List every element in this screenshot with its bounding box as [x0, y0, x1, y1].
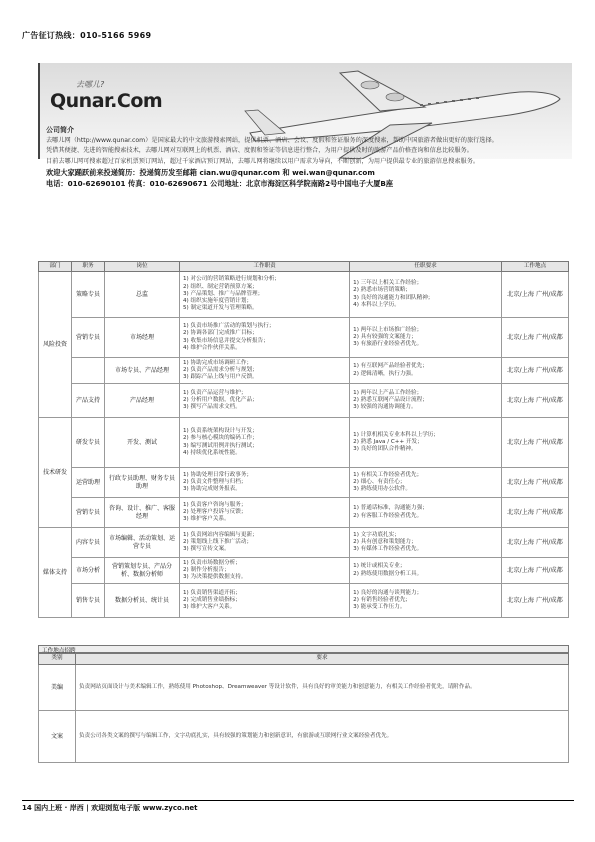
duty-line: 2) 策划线上线下推广活动； [183, 538, 253, 545]
logo-name: Qunar.Com [50, 90, 163, 112]
requirement-line: 2) 逻辑清晰，执行力强。 [353, 370, 417, 377]
job-requirements [350, 358, 502, 384]
job-requirements [350, 468, 502, 498]
requirement-line: 1) 三年以上相关工作经验； [353, 280, 423, 287]
qunar-logo [50, 79, 163, 112]
requirement-line: 3) 良好的沟通能力和团队精神； [353, 294, 434, 301]
duty-line: 1) 协助处理日常行政事务； [183, 471, 253, 478]
requirement-line: 1) 有互联网产品经验者优先； [353, 363, 428, 370]
requirement-line: 2) 细心、有责任心； [353, 478, 406, 485]
job-city: 北京/上海 广州/成都 [502, 318, 569, 358]
requirement-line: 3) 有媒体工作经验者优先。 [353, 546, 423, 553]
job-sub: 营销专员 [72, 318, 105, 358]
page-footer: 14 国内上班 · 岸西 | 欢迎浏览电子版 www.zyco.net [22, 800, 574, 813]
requirement-line: 3) 能承受工作压力。 [353, 604, 406, 611]
job-dept: 技术研发 [39, 418, 72, 528]
duty-line: 3) 跟踪产品上线与用户反馈。 [183, 374, 258, 381]
job-sub: 运营助理 [72, 468, 105, 498]
duty-line: 3) 撰写产品需求文档。 [183, 404, 241, 411]
duty-line: 2) 协调各部门完成推广目标； [183, 330, 258, 337]
requirement-line: 4) 本科以上学历。 [353, 301, 400, 308]
header-reqs: 任职要求 [350, 262, 502, 272]
duty-line: 1) 负责产品运营与维护； [183, 389, 247, 396]
requirement-line: 2) 熟练使用数据分析工具。 [353, 570, 423, 577]
requirement-line: 3) 有旅游行业经验者优先。 [353, 341, 423, 348]
intro-contact: 电话：010-62690101 传真：010-62690671 公司地址：北京市海淀区科学院南路2号中国电子大厦B座 [46, 179, 394, 189]
job-duties [180, 528, 350, 558]
job-position: 市场专员、产品经理 [105, 358, 180, 384]
job-duties [180, 318, 350, 358]
duty-line: 2) 负责文件整理与归档； [183, 478, 247, 485]
job-sub [72, 358, 105, 384]
requirement-line: 2) 具有创意和策划能力； [353, 538, 417, 545]
job-sub: 产品支持 [72, 384, 105, 418]
intro-apply: 欢迎大家踊跃前来投递简历：投递简历发至邮箱 cian.wu@qunar.com 和 wei.wan@qunar.com [46, 168, 375, 178]
job-duties [180, 358, 350, 384]
duty-line: 2) 完成销售业绩指标； [183, 596, 241, 603]
job-position: 产品经理 [105, 384, 180, 418]
job-duties [180, 384, 350, 418]
job-row [39, 272, 569, 318]
job-city: 北京/上海 广州/成都 [502, 418, 569, 468]
extra-text: 负责公司各类文案的撰写与编辑工作，文字功底扎实，具有较强的策划能力和创新意识，有旅游或互联网行业文案经验者优先。 [76, 711, 569, 763]
job-row [39, 584, 569, 618]
job-city: 北京/上海 广州/成都 [502, 528, 569, 558]
job-city: 北京/上海 广州/成都 [502, 498, 569, 528]
job-row [39, 358, 569, 384]
requirement-line: 2) 有销售经验者优先； [353, 596, 412, 603]
duty-line: 1) 协助完成市场调研工作； [183, 359, 253, 366]
job-position: 总监 [105, 272, 180, 318]
job-position: 数据分析员、统计员 [105, 584, 180, 618]
duty-line: 1) 负责市场推广活动的策划与执行； [183, 323, 275, 330]
extra-title: 工作地点招聘 [38, 645, 569, 653]
job-requirements [350, 418, 502, 468]
duty-line: 3) 编写测试用例并执行测试； [183, 442, 258, 449]
duty-line: 4) 组织实施年度营销计划； [183, 298, 253, 305]
duty-line: 3) 收集市场信息并提交分析报告； [183, 337, 269, 344]
job-requirements [350, 528, 502, 558]
job-city: 北京/上海 广州/成都 [502, 584, 569, 618]
requirement-line: 2) 有客服工作经验者优先。 [353, 512, 423, 519]
duty-line: 2) 负责产品需求分析与规划； [183, 366, 258, 373]
intro-title: 公司简介 [46, 126, 74, 134]
job-requirements [350, 584, 502, 618]
extra-row [39, 711, 569, 763]
requirement-line: 3) 良好的团队合作精神。 [353, 446, 417, 453]
job-requirements [350, 318, 502, 358]
job-row [39, 468, 569, 498]
job-dept: 媒体支持 [39, 528, 72, 618]
extra-row [39, 665, 569, 711]
ad-hotline: 广告征订热线：010-5166 5969 [22, 31, 152, 40]
job-duties [180, 272, 350, 318]
job-sub: 市场分析 [72, 558, 105, 584]
job-duties [180, 584, 350, 618]
duty-line: 3) 产品策划、推广与品牌管理； [183, 290, 264, 297]
duty-line: 2) 处理客户投诉与反馈； [183, 508, 247, 515]
requirement-line: 3) 较强的沟通协调能力。 [353, 404, 417, 411]
job-sub: 营销专员 [72, 498, 105, 528]
requirement-line: 2) 具有较强的文案能力； [353, 333, 417, 340]
header-pos: 岗位 [105, 262, 180, 272]
requirement-line: 1) 计算机相关专业本科以上学历； [353, 431, 439, 438]
job-row [39, 558, 569, 584]
job-duties [180, 468, 350, 498]
job-row [39, 384, 569, 418]
requirement-line: 2) 熟悉市场营销策略； [353, 287, 412, 294]
intro-paragraph: 凭借其便捷、先进的智能搜索技术，去哪儿网对互联网上的机票、酒店、度假和签证等信息进行整合，为用户提供及时的旅游产品价格查询和信息比较服务。 [46, 147, 473, 155]
job-duties [180, 418, 350, 468]
extra-header-row [39, 654, 569, 665]
header-duties: 工作职责 [180, 262, 350, 272]
requirement-line: 2) 熟悉互联网产品设计流程； [353, 396, 428, 403]
extra-table [38, 653, 569, 763]
job-city: 北京/上海 广州/成都 [502, 272, 569, 318]
job-city: 北京/上海 广州/成都 [502, 468, 569, 498]
jobs-header-row [39, 262, 569, 272]
job-row [39, 528, 569, 558]
requirement-line: 1) 两年以上市场推广经验； [353, 326, 423, 333]
job-position: 营销策划专员、产品分析、数据分析师 [105, 558, 180, 584]
duty-line: 2) 分析用户数据，优化产品； [183, 396, 258, 403]
job-city: 北京/上海 广州/成都 [502, 358, 569, 384]
duty-line: 2) 制作分析报告； [183, 566, 230, 573]
job-sub: 策略专员 [72, 272, 105, 318]
duty-line: 1) 负责销售渠道开拓； [183, 589, 241, 596]
intro-paragraph: 去哪儿网（http://www.qunar.com）是国家最大的中文旅游搜索网站，提供机票、酒店、会议、度假和签证服务的深度搜索，帮助中国旅游者做出更好的旅行选择。 [46, 136, 498, 144]
header-dept: 部门 [39, 262, 72, 272]
job-position: 市场编辑、活动策划、运营专员 [105, 528, 180, 558]
job-requirements [350, 558, 502, 584]
job-duties [180, 558, 350, 584]
company-intro [46, 125, 566, 189]
duty-line: 4) 维护合作伙伴关系。 [183, 344, 241, 351]
duty-line: 3) 为决策提供数据支持。 [183, 574, 247, 581]
job-row [39, 418, 569, 468]
requirement-line: 1) 统计或相关专业； [353, 563, 406, 570]
jobs-table [38, 261, 569, 618]
duty-line: 2) 参与核心模块的编码工作； [183, 435, 258, 442]
duty-line: 3) 维护客户关系。 [183, 516, 230, 523]
duty-line: 1) 对公司的营销策略进行规划和分析； [183, 276, 281, 283]
requirement-line: 1) 良好的沟通与谈判能力； [353, 589, 423, 596]
duty-line: 2) 组织、制定营销预算方案； [183, 283, 258, 290]
job-row [39, 318, 569, 358]
logo-tagline: 去哪儿? [76, 80, 105, 89]
job-position: 咨询、设计、推广、客服经理 [105, 498, 180, 528]
extra-header-req: 要求 [76, 654, 569, 665]
header-city: 工作地点 [502, 262, 569, 272]
requirement-line: 3) 熟练使用办公软件。 [353, 486, 412, 493]
extra-text: 负责网站页面设计与美术编辑工作，熟练使用 Photoshop、Dreamweaver 等设计软件，具有良好的审美能力和创意能力，有相关工作经验者优先，请附作品。 [76, 665, 569, 711]
duty-line: 1) 负责客户咨询与服务； [183, 501, 247, 508]
duty-line: 3) 维护大客户关系。 [183, 604, 236, 611]
duty-line: 1) 负责市场数据分析； [183, 559, 241, 566]
duty-line: 3) 撰写宣传文案。 [183, 546, 230, 553]
header-sub: 职务 [72, 262, 105, 272]
requirement-line: 1) 两年以上产品工作经验； [353, 389, 423, 396]
extra-header-cat: 类别 [39, 654, 76, 665]
duty-line: 4) 持续优化系统性能。 [183, 449, 241, 456]
job-duties [180, 498, 350, 528]
extra-cat: 美编 [39, 665, 76, 711]
requirement-line: 1) 普通话标准，沟通能力强； [353, 505, 428, 512]
job-requirements [350, 498, 502, 528]
job-requirements [350, 384, 502, 418]
requirement-line: 1) 文字功底扎实； [353, 531, 400, 538]
job-position: 开发、测试 [105, 418, 180, 468]
job-dept: 风险投资 [39, 272, 72, 418]
extra-cat: 文案 [39, 711, 76, 763]
requirement-line: 2) 熟悉 Java / C++ 开发； [353, 438, 423, 445]
intro-paragraph: 目前去哪儿网可搜索超过百家机票预订网站，超过千家酒店预订网站，去哪儿网将继续以用户需求为导向，不断创新，为用户提供最专业的旅游信息搜索服务。 [46, 157, 480, 165]
job-row [39, 498, 569, 528]
job-position: 市场经理 [105, 318, 180, 358]
job-city: 北京/上海 广州/成都 [502, 384, 569, 418]
duty-line: 5) 制定渠道开发与管理策略。 [183, 305, 258, 312]
job-sub: 内容专员 [72, 528, 105, 558]
requirement-line: 1) 有相关工作经验者优先； [353, 471, 423, 478]
job-requirements [350, 272, 502, 318]
job-sub: 销售专员 [72, 584, 105, 618]
duty-line: 3) 协助完成财务报表。 [183, 486, 241, 493]
job-position: 行政专员助理、财务专员助理 [105, 468, 180, 498]
duty-line: 1) 负责系统架构设计与开发； [183, 428, 258, 435]
job-sub: 研发专员 [72, 418, 105, 468]
duty-line: 1) 负责网站内容编辑与更新； [183, 531, 258, 538]
job-city: 北京/上海 广州/成都 [502, 558, 569, 584]
